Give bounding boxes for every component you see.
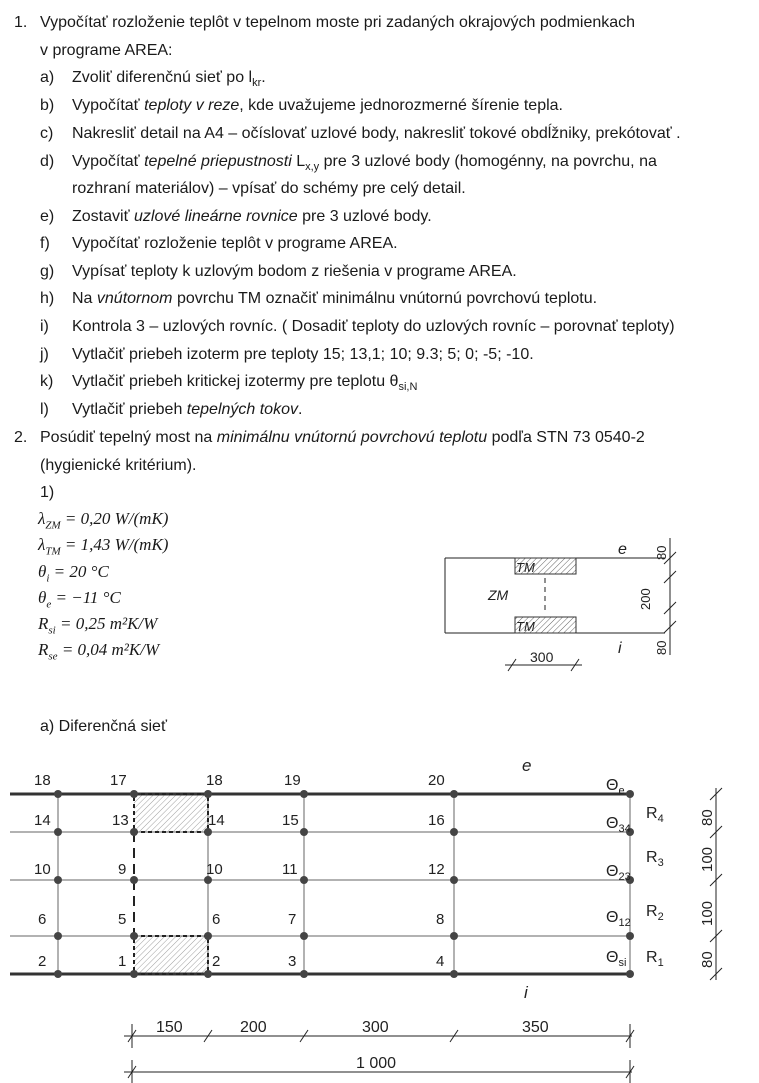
sketch-dim-top: 80 xyxy=(654,545,669,560)
param-rse: $R_{se} = 0,04$ m²K/W xyxy=(38,640,160,663)
task1-heading-line2: v programe AREA: xyxy=(40,42,173,59)
item-d-continuation: rozhraní materiálov) – vpísať do schémy pre celý detail. xyxy=(72,180,466,197)
vdim-100-upper: 100 xyxy=(699,846,716,872)
tm-bottom-area xyxy=(134,936,208,974)
node-label: 10 xyxy=(206,861,223,878)
node-label: 17 xyxy=(110,772,127,789)
item-k-label: k) xyxy=(40,373,54,390)
item-a-label: a) xyxy=(40,69,55,86)
item-e-text: Zostaviť uzlové lineárne rovnice pre 3 uzlové body. xyxy=(72,208,432,225)
node-label: 19 xyxy=(284,772,301,789)
node-label: 6 xyxy=(212,911,221,928)
sketch-dim-width: 300 xyxy=(530,649,554,665)
detail-sketch xyxy=(440,530,690,690)
vdim-80-top: 80 xyxy=(699,809,716,826)
sketch-zm-label: ZM xyxy=(488,587,509,603)
node-label: 18 xyxy=(34,772,51,789)
interior-label: i xyxy=(524,983,528,1002)
resistance-r2-label: $R_2$ xyxy=(646,903,664,923)
node-label: 16 xyxy=(428,812,445,829)
sketch-tm-top-label: TM xyxy=(516,560,535,575)
node-label: 3 xyxy=(288,953,297,970)
item-d-text: Vypočítať tepelné priepustnosti $L_{x,y}$ pre 3 uzlové body (homogénny, na povrchu, na xyxy=(72,153,657,174)
sketch-dim-bot: 80 xyxy=(654,640,669,655)
item-g-label: g) xyxy=(40,263,55,280)
resistance-r1-label: $R_1$ xyxy=(646,949,664,969)
hdim-150: 150 xyxy=(156,1019,183,1036)
sketch-i-label: i xyxy=(618,640,622,657)
total-width-label: 1 000 xyxy=(356,1055,397,1072)
task2-number: 2. xyxy=(14,429,28,446)
item-l-text: Vytlačiť priebeh tepelných tokov. xyxy=(72,401,303,418)
hdim-350: 350 xyxy=(522,1019,549,1036)
node-label: 7 xyxy=(288,911,297,928)
item-i-text: Kontrola 3 – uzlových rovníc. ( Dosadiť teploty do uzlových rovníc – porovnať teploty) xyxy=(72,318,675,335)
hdim-300: 300 xyxy=(362,1019,389,1036)
node-label: 1 xyxy=(118,953,127,970)
item-j-text: Vytlačiť priebeh izoterm pre teploty 15; 13,1; 10; 9.3; 5; 0; -5; -10. xyxy=(72,346,534,363)
task2-heading-line2: (hygienické kritérium). xyxy=(40,457,197,474)
sketch-tm-bottom-label: TM xyxy=(516,619,535,634)
item-l-label: l) xyxy=(40,401,49,418)
theta-12-label: $\Theta_{12}$ xyxy=(606,909,631,929)
node-label: 2 xyxy=(38,953,47,970)
task2-case: 1) xyxy=(40,484,55,501)
item-b-label: b) xyxy=(40,97,55,114)
item-f-text: Vypočítať rozloženie teplôt v programe AREA. xyxy=(72,235,398,252)
vdim-80-bottom: 80 xyxy=(699,951,716,968)
node-label: 18 xyxy=(206,772,223,789)
param-theta-e: $\theta_e = -11$ °C xyxy=(38,588,121,611)
task2-heading: Posúdiť tepelný most na minimálnu vnútornú povrchovú teplotu podľa STN 73 0540-2 xyxy=(40,429,645,446)
theta-e-label: $\Theta_e$ xyxy=(606,777,625,797)
node-label: 9 xyxy=(118,861,127,878)
node-label: 12 xyxy=(428,861,445,878)
node-label: 11 xyxy=(282,861,298,878)
theta-23-label: $\Theta_{23}$ xyxy=(606,863,631,883)
exterior-label: e xyxy=(522,756,532,775)
node-label: 5 xyxy=(118,911,127,928)
item-c-text: Nakresliť detail na A4 – očíslovať uzlové body, nakresliť tokové obdĺžniky, prekótovať . xyxy=(72,125,681,142)
node-label: 20 xyxy=(428,772,445,789)
param-lambda-zm: $\lambda_{ZM} = 0,20$ W/(mK) xyxy=(38,509,169,532)
section-a-title: a) Diferenčná sieť xyxy=(40,718,167,735)
param-theta-i: $\theta_i = 20$ °C xyxy=(38,562,109,585)
item-g-text: Vypísať teploty k uzlovým bodom z riešenia v programe AREA. xyxy=(72,263,517,280)
difference-grid xyxy=(0,750,759,1083)
node-label: 2 xyxy=(212,953,221,970)
vdim-100-lower: 100 xyxy=(699,900,716,926)
node-label: 14 xyxy=(208,812,225,829)
item-f-label: f) xyxy=(40,235,50,252)
node-label: 8 xyxy=(436,911,445,928)
node-label: 14 xyxy=(34,812,51,829)
hdim-200: 200 xyxy=(240,1019,267,1036)
resistance-r4-label: $R_4$ xyxy=(646,805,664,825)
sketch-e-label: e xyxy=(618,541,627,558)
node-label: 6 xyxy=(38,911,47,928)
item-i-label: i) xyxy=(40,318,49,335)
item-k-text: Vytlačiť priebeh kritickej izotermy pre teplotu $\theta_{si,N}$ xyxy=(72,373,418,394)
tm-top-area xyxy=(134,794,208,832)
node-label: 4 xyxy=(436,953,445,970)
item-e-label: e) xyxy=(40,208,55,225)
item-h-label: h) xyxy=(40,290,55,307)
item-d-label: d) xyxy=(40,153,55,170)
item-b-text: Vypočítať teploty v reze, kde uvažujeme jednorozmerné šírenie tepla. xyxy=(72,97,563,114)
node-label: 15 xyxy=(282,812,299,829)
theta-34-label: $\Theta_{34}$ xyxy=(606,815,631,835)
theta-si-label: $\Theta_{si}$ xyxy=(606,949,627,969)
item-j-label: j) xyxy=(40,346,49,363)
node-label: 10 xyxy=(34,861,51,878)
task1-number: 1. xyxy=(14,14,28,31)
node-label: 13 xyxy=(112,812,129,829)
sketch-dim-mid: 200 xyxy=(638,588,653,610)
item-a-text: Zvoliť diferenčnú sieť po $l_{kr}$. xyxy=(72,69,266,90)
param-lambda-tm: $\lambda_{TM} = 1,43$ W/(mK) xyxy=(38,535,169,558)
resistance-r3-label: $R_3$ xyxy=(646,849,664,869)
task1-heading-line1: Vypočítať rozloženie teplôt v tepelnom moste pri zadaných okrajových podmienkach xyxy=(40,14,636,31)
item-c-label: c) xyxy=(40,125,54,142)
param-rsi: $R_{si} = 0,25$ m²K/W xyxy=(38,614,158,637)
item-h-text: Na vnútornom povrchu TM označiť minimálnu vnútornú povrchovú teplotu. xyxy=(72,290,598,307)
